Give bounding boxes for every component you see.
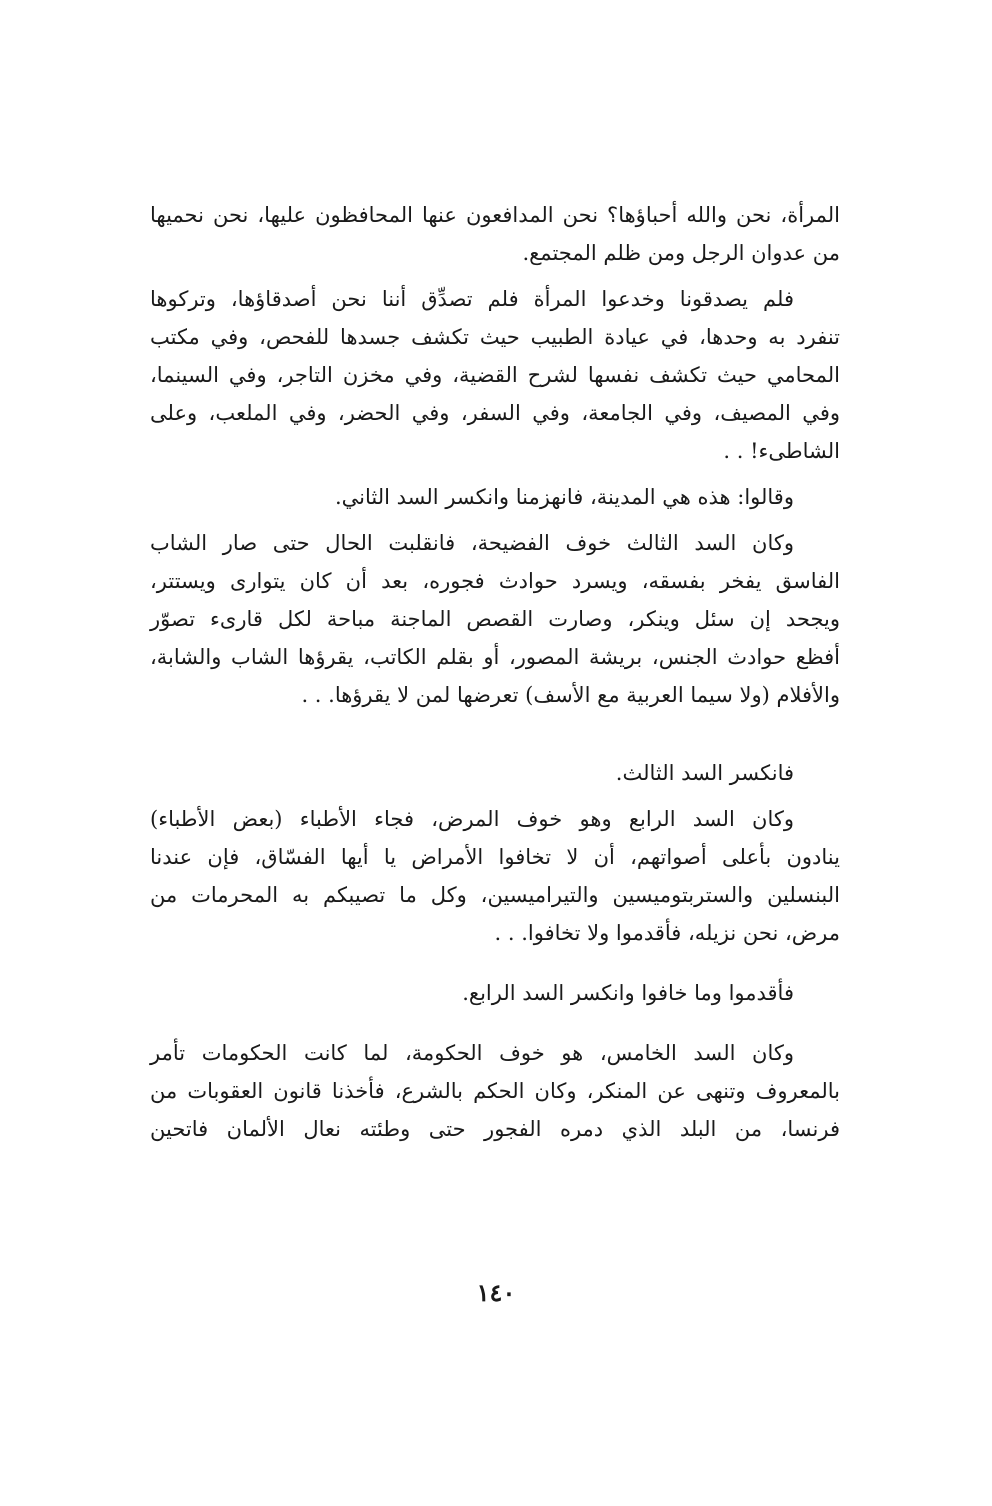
paragraph	[150, 282, 840, 472]
paragraph	[150, 802, 840, 954]
text-line: فأقدموا وما خافوا وانكسر السد الرابع.	[462, 981, 794, 1005]
paragraph	[150, 526, 840, 716]
text-line: مرض، نحن نزيله، فأقدموا ولا تخافوا. . .	[494, 921, 840, 945]
paragraph	[150, 1036, 840, 1150]
paragraph	[150, 756, 840, 794]
text-line: المرأة، نحن والله أحباؤها؟ نحن المدافعون عنها المحافظون عليها، نحن نحميها	[150, 203, 840, 227]
text-line: وفي المصيف، وفي الجامعة، وفي السفر، وفي الحضر، وفي الملعب، وعلى	[150, 401, 840, 425]
text-line: فلم يصدقونا وخدعوا المرأة فلم تصدِّق أننا نحن أصدقاؤها، وتركوها	[150, 287, 794, 311]
text-line: وكان السد الرابع وهو خوف المرض، فجاء الأطباء (بعض الأطباء)	[150, 807, 794, 831]
text-line: وكان السد الثالث خوف الفضيحة، فانقلبت الحال حتى صار الشاب	[150, 531, 794, 555]
text-line: من عدوان الرجل ومن ظلم المجتمع.	[522, 241, 840, 265]
page-number: ١٤٠	[476, 1278, 516, 1307]
text-line: وقالوا: هذه هي المدينة، فانهزمنا وانكسر السد الثاني.	[334, 485, 794, 509]
paragraph	[150, 480, 840, 518]
text-line: الفاسق يفخر بفسقه، ويسرد حوادث فجوره، بعد أن كان يتوارى ويستتر،	[150, 569, 840, 593]
page-body	[150, 198, 840, 1150]
text-line: ويجحد إن سئل وينكر، وصارت القصص الماجنة مباحة لكل قارىء تصوّر	[150, 607, 840, 631]
paragraph	[150, 976, 840, 1014]
text-line: تنفرد به وحدها، في عيادة الطبيب حيث تكشف جسدها للفحص، وفي مكتب	[150, 325, 840, 349]
text-line: الشاطىء! . .	[723, 439, 840, 463]
text-line: بالمعروف وتنهى عن المنكر، وكان الحكم بالشرع، فأخذنا قانون العقوبات من	[150, 1079, 840, 1103]
text-line: البنسلين والستربتوميسين والتيراميسين، وكل ما تصيبكم به المحرمات من	[150, 883, 840, 907]
text-line: وكان السد الخامس، هو خوف الحكومة، لما كانت الحكومات تأمر	[150, 1041, 794, 1065]
text-line: ينادون بأعلى أصواتهم، أن لا تخافوا الأمراض يا أيها الفسّاق، فإن عندنا	[150, 845, 840, 869]
text-line: فانكسر السد الثالث.	[615, 761, 794, 785]
text-line: والأفلام (ولا سيما العربية مع الأسف) تعرضها لمن لا يقرؤها. . .	[301, 683, 840, 707]
text-line: فرنسا، من البلد الذي دمره الفجور حتى وطئته نعال الألمان فاتحين	[150, 1117, 840, 1141]
text-line: المحامي حيث تكشف نفسها لشرح القضية، وفي مخزن التاجر، وفي السينما،	[150, 363, 840, 387]
text-line: أفظع حوادث الجنس، بريشة المصور، أو بقلم الكاتب، يقرؤها الشاب والشابة،	[150, 645, 840, 669]
paragraph	[150, 198, 840, 274]
